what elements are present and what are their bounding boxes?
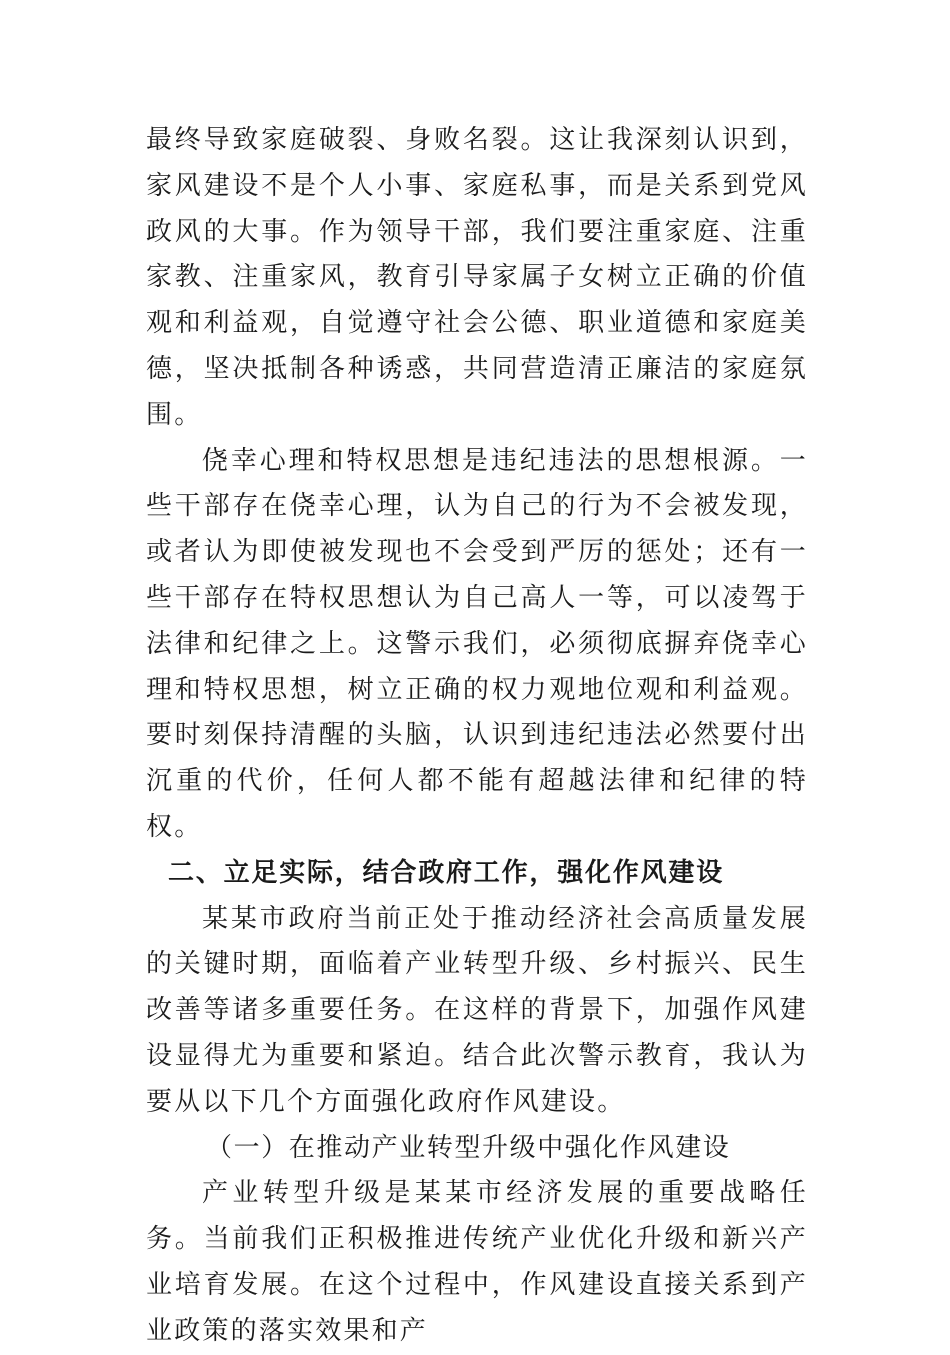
section-heading: 二、立足实际，结合政府工作，强化作风建设	[168, 857, 725, 888]
paragraph-government-context: 某某市政府当前正处于推动经济社会高质量发展的关键时期，面临着产业转型升级、乡村振兴、民生改善等诸多重要任务。在这样的背景下，加强作风建设显得尤为重要和紧迫。结合此次警示教育，我认为要从以下几个方面强化政府作风建设。	[146, 903, 808, 1117]
paragraph-industrial-upgrade: 产业转型升级是某某市经济发展的重要战略任务。当前我们正积极推进传统产业优化升级和新兴产业培育发展。在这个过程中，作风建设直接关系到产业政策的落实效果和产	[146, 1178, 808, 1346]
subsection-heading: （一）在推动产业转型升级中强化作风建设	[206, 1132, 731, 1163]
document-page	[146, 118, 808, 1355]
paragraph-privilege-mindset: 侥幸心理和特权思想是违纪违法的思想根源。一些干部存在侥幸心理，认为自己的行为不会被发现，或者认为即使被发现也不会受到严厉的惩处；还有一些干部存在特权思想认为自己高人一等，可以凌驾于法律和纪律之上。这警示我们，必须彻底摒弃侥幸心理和特权思想，树立正确的权力观地位观和利益观。要时刻保持清醒的头脑，认识到违纪违法必然要付出沉重的代价，任何人都不能有超越法律和纪律的特权。	[146, 445, 808, 842]
paragraph-family-tradition: 最终导致家庭破裂、身败名裂。这让我深刻认识到，家风建设不是个人小事、家庭私事，而是关系到党风政风的大事。作为领导干部，我们要注重家庭、注重家教、注重家风，教育引导家属子女树立正确的价值观和利益观，自觉遵守社会公德、职业道德和家庭美德，坚决抵制各种诱惑，共同营造清正廉洁的家庭氛围。	[146, 125, 808, 430]
